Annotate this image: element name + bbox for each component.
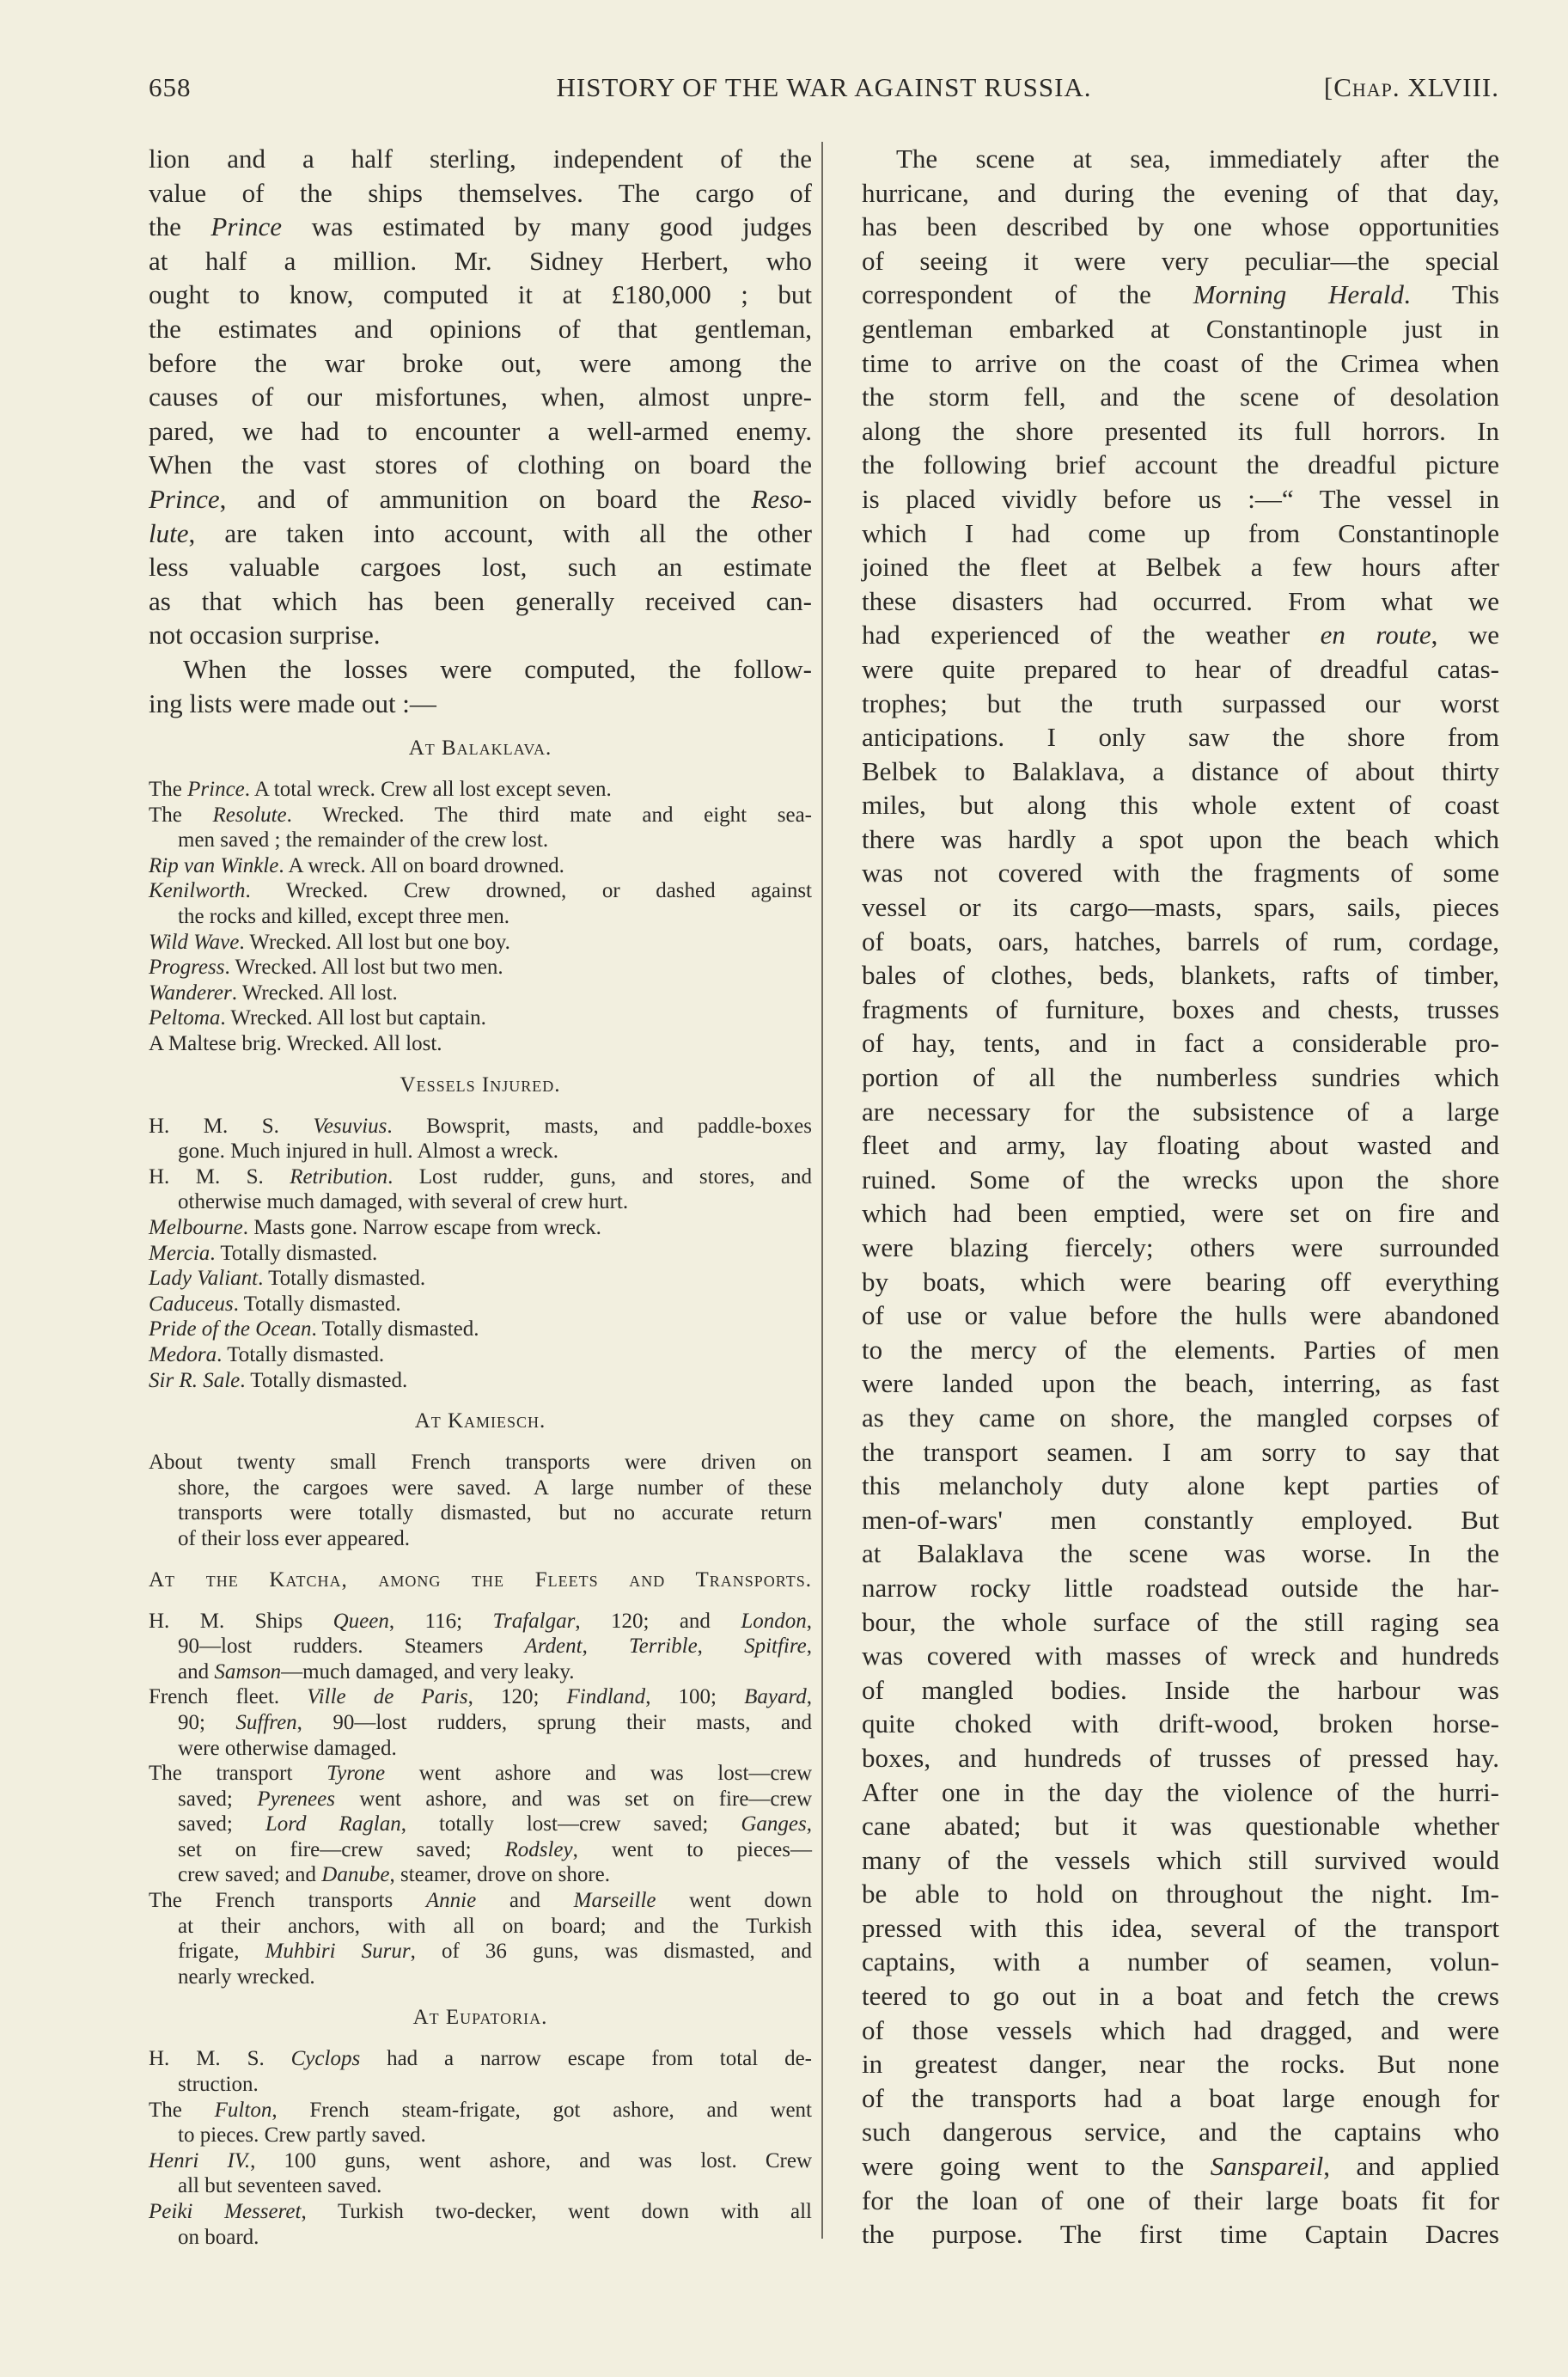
list-entry <box>149 981 812 1006</box>
vessel-list-section <box>149 1408 812 1551</box>
list-entry-line: Pride of the Ocean. Totally dismasted. <box>149 1317 479 1341</box>
body-text-line: pared, we had to encounter a well-armed enemy. <box>149 415 812 446</box>
page-number: 658 <box>149 72 192 102</box>
body-text-line: are necessary for the subsistence of a large <box>862 1096 1499 1127</box>
list-entry <box>149 1031 812 1057</box>
body-text-line: When the losses were computed, the follow- <box>183 653 812 684</box>
body-text-line: ing lists were made out :— <box>149 687 436 718</box>
list-entry-line: Peiki Messeret, Turkish two-decker, went down with all <box>149 2200 812 2223</box>
vessel-list-section <box>149 736 812 1057</box>
body-text-line: boxes, and hundreds of trusses of pressed hay. <box>862 1742 1499 1773</box>
body-text-line: these disasters had occurred. From what we <box>862 585 1499 616</box>
list-entry-line: Wild Wave. Wrecked. All lost but one boy. <box>149 930 510 954</box>
list-heading: At Balaklava. <box>408 736 552 761</box>
list-entry <box>149 1609 812 1685</box>
body-text-line: was not covered with the fragments of some <box>862 858 1499 889</box>
chapter-label: [Chap. XLVIII. <box>1323 72 1499 102</box>
list-entry <box>149 853 812 879</box>
list-heading: Vessels Injured. <box>400 1072 561 1097</box>
body-text-line: value of the ships themselves. The cargo of <box>149 177 812 208</box>
right-column <box>862 142 1499 2252</box>
list-entry-line: saved; Pyrenees went ashore, and was set on fire—crew <box>178 1787 812 1811</box>
body-text-line: which I had come up from Constantinople <box>862 517 1499 548</box>
body-text-line: Prince, and of ammunition on board the Reso- <box>149 483 812 514</box>
body-text-line: had experienced of the weather en route, we <box>862 620 1500 651</box>
list-entry <box>149 2098 812 2148</box>
list-entry <box>149 878 812 929</box>
body-text-line: joined the fleet at Belbek a few hours after <box>862 552 1499 583</box>
list-entry-line: on board. <box>178 2225 259 2249</box>
list-entry-line: gone. Much injured in hull. Almost a wreck. <box>178 1140 558 1164</box>
list-entry <box>149 2148 812 2199</box>
body-text-line: of boats, oars, hatches, barrels of rum, cordage, <box>862 926 1499 956</box>
body-text-line: were going went to the Sanspareil, and applied <box>862 2151 1499 2182</box>
body-text-line: were blazing fiercely; others were surrounded <box>862 1232 1499 1262</box>
list-entry-line: A Maltese brig. Wrecked. All lost. <box>149 1032 442 1056</box>
body-text-line: When the vast stores of clothing on board the <box>149 449 812 480</box>
body-text-line: Belbek to Balaklava, a distance of about thirty <box>862 755 1499 786</box>
body-text-line: in greatest danger, near the rocks. But none <box>862 2049 1499 2080</box>
list-entry-line: transports were totally dismasted, but no accurate return <box>178 1501 812 1525</box>
body-text-line: as they came on shore, the mangled corpses of <box>862 1402 1499 1433</box>
body-text-line: the estimates and opinions of that gentleman, <box>149 313 812 344</box>
body-text-line: at half a million. Mr. Sidney Herbert, who <box>149 245 812 276</box>
body-text-line: lion and a half sterling, independent of the <box>149 144 812 174</box>
list-entry-line: About twenty small French transports were driven on <box>149 1451 812 1475</box>
body-text-line: be able to hold on throughout the night. Im- <box>862 1879 1499 1910</box>
list-entry <box>149 1241 812 1267</box>
list-entry-line: saved; Lord Raglan, totally lost—crew saved; Ganges, <box>178 1812 812 1836</box>
list-entry <box>149 1761 812 1888</box>
body-text-line: many of the vessels which still survived would <box>862 1844 1499 1875</box>
list-heading: At Eupatoria. <box>412 2006 548 2030</box>
body-text-line: ought to know, computed it at £180,000 ; but <box>149 279 812 310</box>
body-text-line: anticipations. I only saw the shore from <box>862 722 1499 753</box>
body-text-line: were quite prepared to hear of dreadful catas- <box>862 653 1499 684</box>
body-text-line: along the shore presented its full horrors. In <box>862 415 1499 446</box>
body-text-line: of those vessels which had dragged, and were <box>862 2014 1499 2045</box>
body-text-line: cane abated; but it was questionable whether <box>862 1811 1499 1842</box>
list-entry-line: and Samson—much damaged, and very leaky. <box>178 1659 575 1683</box>
body-text-line: there was hardly a spot upon the beach which <box>862 823 1499 854</box>
list-entry-line: Kenilworth. Wrecked. Crew drowned, or dashed against <box>149 879 812 903</box>
body-text-line: of use or value before the hulls were abandoned <box>862 1300 1499 1331</box>
list-heading: At the Katcha, among the Fleets and Transports. <box>149 1567 812 1592</box>
column-divider <box>821 142 823 2239</box>
list-entry <box>149 1164 812 1215</box>
body-text-line: After one in the day the violence of the hurri- <box>862 1776 1499 1807</box>
body-text-line: quite choked with drift-wood, broken horse- <box>862 1708 1499 1739</box>
body-text-line: to the mercy of the elements. Parties of men <box>862 1334 1499 1365</box>
body-text-line: bales of clothes, beds, blankets, rafts of timber, <box>862 960 1499 991</box>
list-entry <box>149 1005 812 1031</box>
body-text-line: men-of-wars' men constantly employed. But <box>862 1504 1499 1535</box>
body-text-line: correspondent of the Morning Herald. This <box>862 279 1499 310</box>
body-text-line: gentleman embarked at Constantinople just in <box>862 313 1499 344</box>
body-text-line: for the loan of one of their large boats fit for <box>862 2185 1499 2215</box>
body-text-line: of seeing it were very peculiar—the special <box>862 245 1499 276</box>
list-entry-line: otherwise much damaged, with several of crew hurt. <box>178 1190 629 1214</box>
body-text-line: was covered with masses of wreck and hundreds <box>862 1641 1499 1671</box>
list-entry-line: The Prince. A total wreck. Crew all lost except seven. <box>149 778 612 802</box>
list-entry <box>149 803 812 853</box>
body-text-line: as that which has been generally received can- <box>149 585 812 616</box>
list-entry-line: nearly wrecked. <box>178 1965 315 1989</box>
list-entry <box>149 1368 812 1394</box>
list-entry-line: the rocks and killed, except three men. <box>178 905 509 929</box>
list-entry <box>149 2199 812 2250</box>
body-text-line: narrow rocky little roadstead outside the har- <box>862 1572 1499 1603</box>
list-entry-line: at their anchors, with all on board; and the Turkish <box>178 1914 812 1938</box>
list-entry-line: Rip van Winkle. A wreck. All on board drowned. <box>149 853 564 877</box>
list-entry-line: H. M. S. Retribution. Lost rudder, guns, and stores, and <box>149 1164 812 1188</box>
body-text-line: were landed upon the beach, interring, as fast <box>862 1368 1499 1399</box>
body-text-line: the purpose. The first time Captain Dacres <box>862 2219 1499 2250</box>
body-text-line: the storm fell, and the scene of desolation <box>862 382 1499 412</box>
list-entry-line: Progress. Wrecked. All lost but two men. <box>149 956 503 980</box>
list-entry-line: Caduceus. Totally dismasted. <box>149 1292 401 1316</box>
running-title: HISTORY OF THE WAR AGAINST RUSSIA. <box>556 72 1092 102</box>
body-text-line: miles, but along this whole extent of coast <box>862 790 1499 821</box>
list-entry <box>149 1292 812 1317</box>
list-entry-line: The Fulton, French steam-frigate, got ashore, and went <box>149 2098 812 2122</box>
list-entry-line: Henri IV., 100 guns, went ashore, and was lost. Crew <box>149 2148 812 2172</box>
list-entry-line: of their loss ever appeared. <box>178 1526 411 1550</box>
left-column <box>149 142 812 2250</box>
list-entry <box>149 1342 812 1368</box>
body-text-line: at Balaklava the scene was worse. In the <box>862 1538 1499 1569</box>
body-text-line: The scene at sea, immediately after the <box>896 144 1499 174</box>
list-entry-line: were otherwise damaged. <box>178 1736 397 1760</box>
list-entry-line: H. M. S. Vesuvius. Bowsprit, masts, and paddle-boxes <box>149 1114 812 1138</box>
list-entry-line: 90—lost rudders. Steamers Ardent, Terrible, Spitfire, <box>178 1635 813 1659</box>
body-text-line: portion of all the numberless sundries which <box>862 1062 1499 1093</box>
body-text-line: of hay, tents, and in fact a considerable pro- <box>862 1028 1499 1059</box>
running-header <box>149 72 1499 110</box>
list-entry-line: The Resolute. Wrecked. The third mate and eight sea- <box>149 803 812 827</box>
list-entry-line: men saved ; the remainder of the crew lost. <box>178 828 549 852</box>
body-text-line: before the war broke out, were among the <box>149 347 812 378</box>
list-entry-line: H. M. Ships Queen, 116; Trafalgar, 120; and London, <box>149 1609 812 1633</box>
list-entry-line: Mercia. Totally dismasted. <box>149 1241 378 1265</box>
list-entry-line: The transport Tyrone went ashore and was lost—crew <box>149 1762 812 1786</box>
body-text-line: less valuable cargoes lost, such an estimate <box>149 552 812 583</box>
body-text-line: which had been emptied, were set on fire and <box>862 1198 1499 1229</box>
list-entry-line: Wanderer. Wrecked. All lost. <box>149 981 398 1005</box>
list-entry-line: shore, the cargoes were saved. A large number of these <box>178 1476 812 1500</box>
list-entry-line: The French transports Annie and Marseille went down <box>149 1889 812 1913</box>
list-entry <box>149 1684 812 1761</box>
body-text-line: such dangerous service, and the captains who <box>862 2117 1499 2148</box>
list-entry-line: 90; Suffren, 90—lost rudders, sprung their masts, and <box>178 1710 812 1734</box>
vessel-list-section <box>149 1567 812 1990</box>
list-entry <box>149 1215 812 1241</box>
body-text-line: is placed vividly before us :—“ The vessel in <box>862 483 1499 514</box>
list-entry <box>149 1888 812 1989</box>
list-entry <box>149 1317 812 1342</box>
body-text-line: not occasion surprise. <box>149 620 381 651</box>
list-entry <box>149 1450 812 1551</box>
list-entry-line: Peltoma. Wrecked. All lost but captain. <box>149 1006 486 1030</box>
list-entry <box>149 777 812 803</box>
list-entry-line: Melbourne. Masts gone. Narrow escape from wreck. <box>149 1216 601 1239</box>
body-text-line: the Prince was estimated by many good judges <box>149 211 813 242</box>
body-text-line: time to arrive on the coast of the Crimea when <box>862 347 1499 378</box>
body-text-line: trophes; but the truth surpassed our worst <box>862 687 1499 718</box>
vessel-list-section <box>149 2005 812 2250</box>
list-entry-line: crew saved; and Danube, steamer, drove on shore. <box>178 1863 611 1887</box>
list-entry <box>149 1114 812 1164</box>
list-heading: At Kamiesch. <box>414 1409 546 1433</box>
body-text-line: hurricane, and during the evening of that day, <box>862 177 1499 208</box>
list-entry-line: frigate, Muhbiri Surur, of 36 guns, was dismasted, and <box>178 1940 812 1964</box>
body-text-line: causes of our misfortunes, when, almost unpre- <box>149 382 812 412</box>
body-text-line: bour, the whole surface of the still raging sea <box>862 1606 1499 1637</box>
body-text-line: of the transports had a boat large enough for <box>862 2082 1499 2113</box>
body-text-line: pressed with this idea, several of the transport <box>862 1912 1499 1943</box>
body-text-line: this melancholy duty alone kept parties of <box>862 1470 1499 1501</box>
vessel-list-section <box>149 1072 812 1394</box>
body-text-line: lute, are taken into account, with all the other <box>149 517 812 548</box>
list-entry-line: to pieces. Crew partly saved. <box>178 2123 426 2148</box>
list-entry-line: all but seventeen saved. <box>178 2174 382 2198</box>
body-text-line: has been described by one whose opportunities <box>862 211 1499 242</box>
list-entry <box>149 1266 812 1292</box>
list-entry <box>149 930 812 956</box>
list-entry <box>149 2046 812 2097</box>
list-entry-line: struction. <box>178 2073 259 2097</box>
list-entry-line: H. M. S. Cyclops had a narrow escape from total de- <box>149 2047 812 2071</box>
body-text-line: captains, with a number of seamen, volun- <box>862 1946 1499 1977</box>
body-text-line: teered to go out in a boat and fetch the crews <box>862 1981 1499 2012</box>
list-entry <box>149 955 812 981</box>
list-entry-line: Sir R. Sale. Totally dismasted. <box>149 1368 408 1392</box>
list-entry-line: set on fire—crew saved; Rodsley, went to pieces— <box>178 1837 813 1861</box>
list-entry-line: French fleet. Ville de Paris, 120; Findland, 100; Bayard, <box>149 1685 813 1709</box>
body-text-line: fleet and army, lay floating about wasted and <box>862 1130 1499 1161</box>
body-text-line: vessel or its cargo—masts, spars, sails, pieces <box>862 892 1499 923</box>
list-entry-line: Lady Valiant. Totally dismasted. <box>149 1267 426 1291</box>
body-text-line: of mangled bodies. Inside the harbour was <box>862 1674 1499 1705</box>
body-text-line: the transport seamen. I am sorry to say that <box>862 1436 1499 1467</box>
list-entry-line: Medora. Totally dismasted. <box>149 1342 385 1366</box>
body-text-line: ruined. Some of the wrecks upon the shore <box>862 1164 1499 1195</box>
body-text-line: the following brief account the dreadful picture <box>862 449 1499 480</box>
body-text-line: by boats, which were bearing off everything <box>862 1266 1499 1297</box>
body-text-line: fragments of furniture, boxes and chests, trusses <box>862 993 1499 1024</box>
